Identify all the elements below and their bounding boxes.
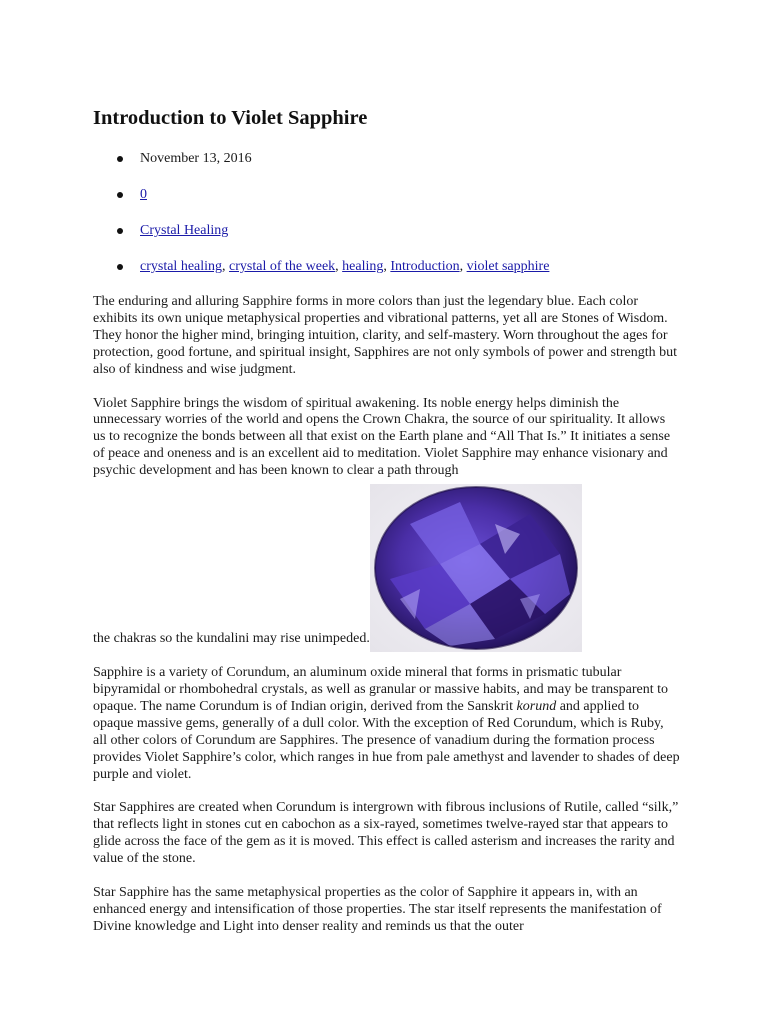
paragraph-corundum (93, 665, 681, 783)
category-link[interactable]: Crystal Healing (140, 223, 229, 238)
paragraph-star-sapphires: Star Sapphires are created when Corundum is intergrown with fibrous inclusions of Rutile, called “silk,” that reflects light in stones cut en cabochon as a six-rayed, sometimes twelve-rayed star that appears to glide across the face of the gem as it is moved. This effect is called asterism and increases the rarity and value of the stone. (93, 800, 679, 867)
paragraph-corundum-text-b: and applied to opaque massive gems, generally of a dull color. With the exception of Red Corundum, which is Ruby, all other colors of Corundum are Sapphires. The presence of vanadium during the formation process provides Violet Sapphire’s color, which ranges in hue from pale amethyst and lavender to shades of deep purple and violet. (93, 698, 680, 782)
post-date: November 13, 2016 (140, 151, 252, 166)
meta-comments (93, 186, 681, 204)
article-title: Introduction to Violet Sapphire (93, 107, 368, 129)
tag-link-crystal-healing[interactable]: crystal healing (140, 259, 223, 274)
tag-link-violet-sapphire[interactable]: violet sapphire (466, 259, 550, 274)
inline-text-after: the chakras so the kundalini may rise unimpeded. (93, 631, 370, 647)
emphasis-korund: korund (516, 698, 557, 714)
tag-separator: , (383, 259, 391, 274)
comments-count-link[interactable]: 0 (140, 187, 147, 202)
paragraph-corundum-text-a: Sapphire is a variety of Corundum, an aluminum oxide mineral that forms in prismatic tubular bipyramidal or rhombohedral crystals, as well as granular or massive habits, and may be transparent to opaque. The name Corundum is of Indian origin, derived from the Sanskrit (93, 665, 668, 714)
meta-tags (93, 258, 681, 276)
paragraph-violet-sapphire (93, 396, 681, 649)
tag-separator: , (459, 259, 467, 274)
paragraph-violet-text: Violet Sapphire brings the wisdom of spiritual awakening. Its noble energy helps diminish the unnecessary worries of the world and opens the Crown Chakra, the source of our spirituality. It allows us to recognize the bonds between all that exist on the Earth plane and “All That Is.” It initiates a sense of peace and oneness and is an excellent aid to meditation. Violet Sapphire may enhance visionary and psychic development and has been known to clear a path through (93, 395, 671, 479)
meta-date (93, 150, 681, 168)
article (93, 104, 681, 936)
tag-separator: , (222, 259, 230, 274)
tag-link-healing[interactable]: healing (342, 259, 384, 274)
meta-category (93, 222, 681, 240)
paragraph-intro: The enduring and alluring Sapphire forms in more colors than just the legendary blue. Each color exhibits its own unique metaphysical properties and vibrational patterns, yet all are Stones of Wisdom. They honor the higher mind, bringing intuition, clarity, and self-mastery. Worn throughout the ages for protection, good fortune, and spiritual insight, Sapphires are not only symbols of power and strength but also of kindness and wise judgment. (93, 294, 678, 377)
post-meta-list (93, 150, 681, 276)
paragraph-star-properties: Star Sapphire has the same metaphysical properties as the color of Sapphire it appears in, with an enhanced energy and intensification of those properties. The star itself represents the manifestation of Divine knowledge and Light into denser reality and reminds us that the outer (93, 885, 662, 934)
tag-link-introduction[interactable]: Introduction (390, 259, 460, 274)
violet-sapphire-gem-image (370, 484, 582, 652)
tag-link-crystal-of-the-week[interactable]: crystal of the week (229, 259, 336, 274)
tag-separator: , (335, 259, 343, 274)
